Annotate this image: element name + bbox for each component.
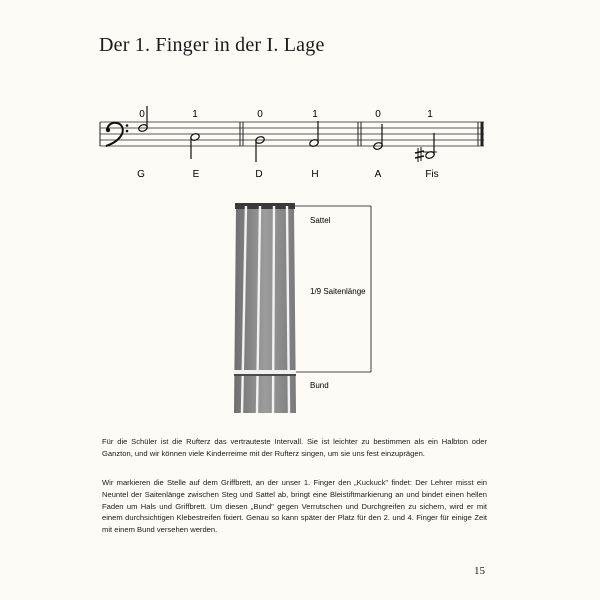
paragraph-bund: Wir markieren die Stelle auf dem Griffbrett, an der unser 1. Finger den „Kuckuck" findet: Der Lehrer misst ein Neuntel der Saitenlänge zwischen Steg und Sattel ab, bringt eine Bleistiftmarkierung an und bindet einen hellen Faden um Hals und Griffbrett. Um diesen „Bund" gegen Verrutschen und Durchgreifen zu sichern, wird er mit einem durchsichtigen Klebestreifen fixiert. Genau so kann später der Platz für den 2. und 4. Finger für einige Zeit mit einem Bund versehen werden. xyxy=(102,478,487,535)
finger-number: 1 xyxy=(312,109,318,120)
sharp-icon xyxy=(415,147,424,162)
note-name: G xyxy=(137,169,145,180)
note-name: A xyxy=(374,169,382,180)
note-name: Fis xyxy=(425,169,439,180)
staff-lines xyxy=(100,122,484,146)
finger-number: 0 xyxy=(257,109,263,120)
note-name: E xyxy=(192,169,200,180)
finger-number: 1 xyxy=(427,109,433,120)
paragraph-rufterz: Für die Schüler ist die Rufterz das vertrauteste Intervall. Sie ist leichter zu bestimmen als ein Halbton oder Ganzton, und wir können viele Kinderreime mit der Rufterz singen, um sie uns fest einzuprägen. xyxy=(102,437,487,458)
length-label: 1/9 Saitenlänge xyxy=(310,287,366,296)
bund-label: Bund xyxy=(310,381,329,390)
page-number: 15 xyxy=(474,565,485,577)
sattel-label: Sattel xyxy=(310,216,331,225)
note-name: H xyxy=(311,169,319,180)
finger-number: 0 xyxy=(375,109,381,120)
finger-number: 0 xyxy=(139,109,145,120)
page-title: Der 1. Finger in der I. Lage xyxy=(99,34,325,56)
bund-marker xyxy=(234,370,296,374)
note-name: D xyxy=(255,169,263,180)
finger-number: 1 xyxy=(192,109,198,120)
music-staff xyxy=(0,95,600,185)
fingerboard-diagram xyxy=(0,195,600,425)
